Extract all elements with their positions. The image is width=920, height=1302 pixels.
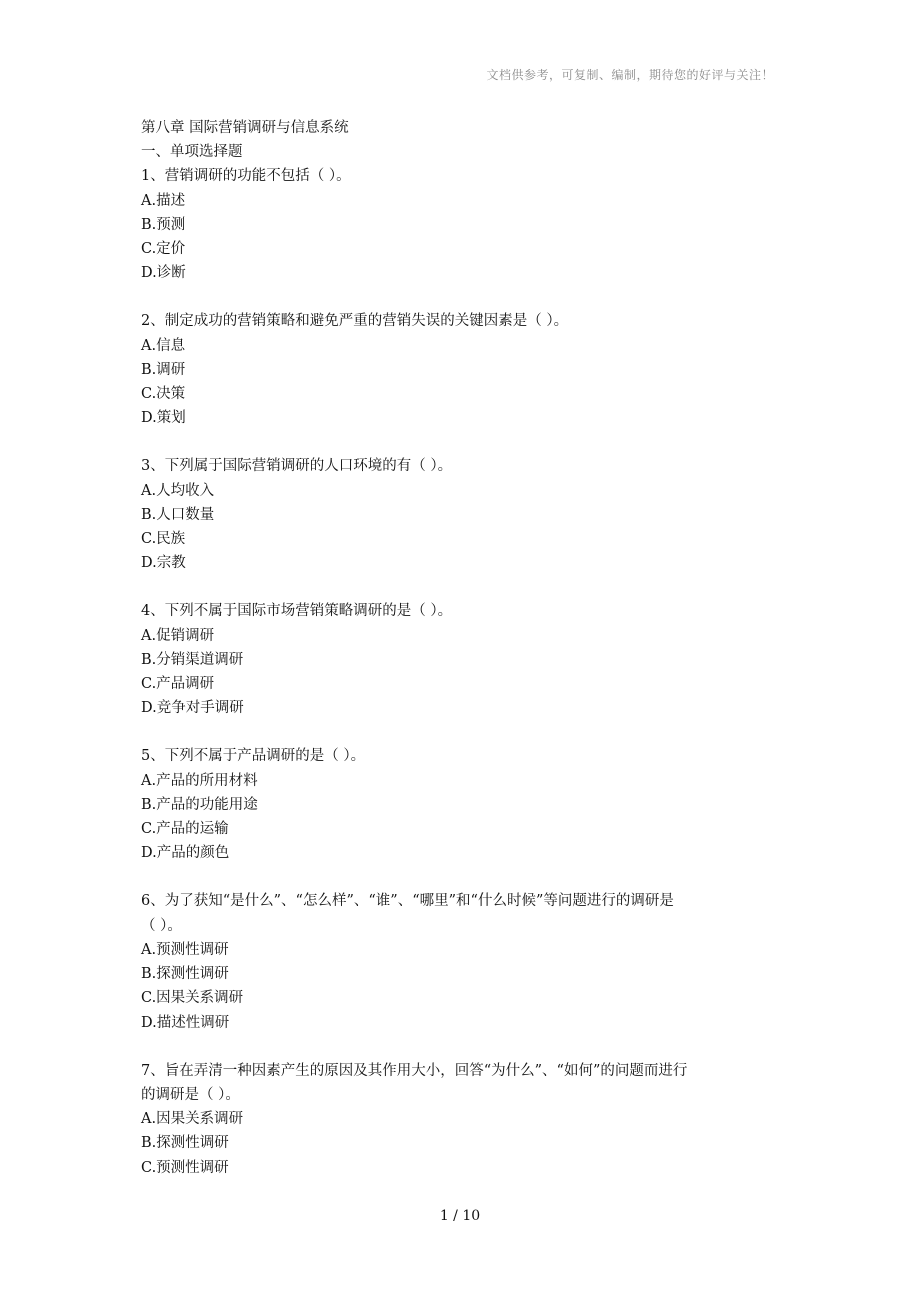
question-4 [141, 599, 781, 720]
question-6 [141, 889, 781, 1034]
question-text: 4、下列不属于国际市场营销策略调研的是（ ）。 [141, 603, 453, 620]
question-text-line-1: 6、为了获知“是什么”、“怎么样”、“谁”、“哪里”和“什么时候”等问题进行的调研是 [141, 893, 674, 910]
question-text-line-2: （ ）。 [141, 917, 182, 934]
option-d: D.宗教 [141, 555, 186, 572]
question-text: 2、制定成功的营销策略和避免严重的营销失误的关键因素是（ ）。 [141, 313, 569, 330]
option-b: B.预测 [141, 216, 186, 233]
option-c: C.民族 [141, 531, 186, 548]
option-a: A.预测性调研 [141, 941, 229, 958]
option-b: B.调研 [141, 361, 186, 378]
option-d: D.竞争对手调研 [141, 700, 244, 717]
option-b: B.人口数量 [141, 506, 215, 523]
question-text: 1、营销调研的功能不包括（ ）。 [141, 168, 351, 185]
option-c: C.因果关系调研 [141, 990, 244, 1007]
page-number: 1 / 10 [439, 1208, 481, 1224]
option-a: A.信息 [141, 337, 186, 354]
option-c: C.预测性调研 [141, 1159, 229, 1176]
option-b: B.分销渠道调研 [141, 651, 244, 668]
section-title: 一、单项选择题 [141, 144, 243, 161]
document-body [141, 116, 781, 1180]
option-a: A.产品的所用材料 [141, 772, 258, 789]
option-b: B.探测性调研 [141, 1135, 229, 1152]
question-3 [141, 454, 781, 575]
chapter-title: 第八章 国际营销调研与信息系统 [141, 120, 349, 136]
question-text: 5、下列不属于产品调研的是（ ）。 [141, 748, 366, 765]
option-a: A.描述 [141, 192, 186, 209]
option-a: A.因果关系调研 [141, 1111, 244, 1128]
option-b: B.产品的功能用途 [141, 796, 258, 813]
option-d: D.策划 [141, 410, 186, 427]
option-a: A.促销调研 [141, 627, 215, 644]
option-c: C.决策 [141, 386, 186, 403]
option-d: D.诊断 [141, 265, 186, 282]
question-7 [141, 1059, 781, 1180]
question-text-line-1: 7、旨在弄清一种因素产生的原因及其作用大小，回答“为什么”、“如何”的问题而进行 [141, 1062, 688, 1079]
question-1 [141, 164, 781, 285]
option-c: C.产品的运输 [141, 821, 229, 838]
option-c: C.定价 [141, 241, 186, 258]
option-d: D.产品的颜色 [141, 845, 230, 862]
question-text: 3、下列属于国际营销调研的人口环境的有（ ）。 [141, 458, 453, 475]
header-note: 文档供参考，可复制、编制，期待您的好评与关注！ [486, 68, 774, 82]
option-a: A.人均收入 [141, 482, 215, 499]
option-b: B.探测性调研 [141, 966, 229, 983]
option-d: D.描述性调研 [141, 1014, 230, 1031]
option-c: C.产品调研 [141, 676, 215, 693]
question-text-line-2: 的调研是（ ）。 [141, 1086, 240, 1103]
question-2 [141, 309, 781, 430]
question-5 [141, 744, 781, 865]
